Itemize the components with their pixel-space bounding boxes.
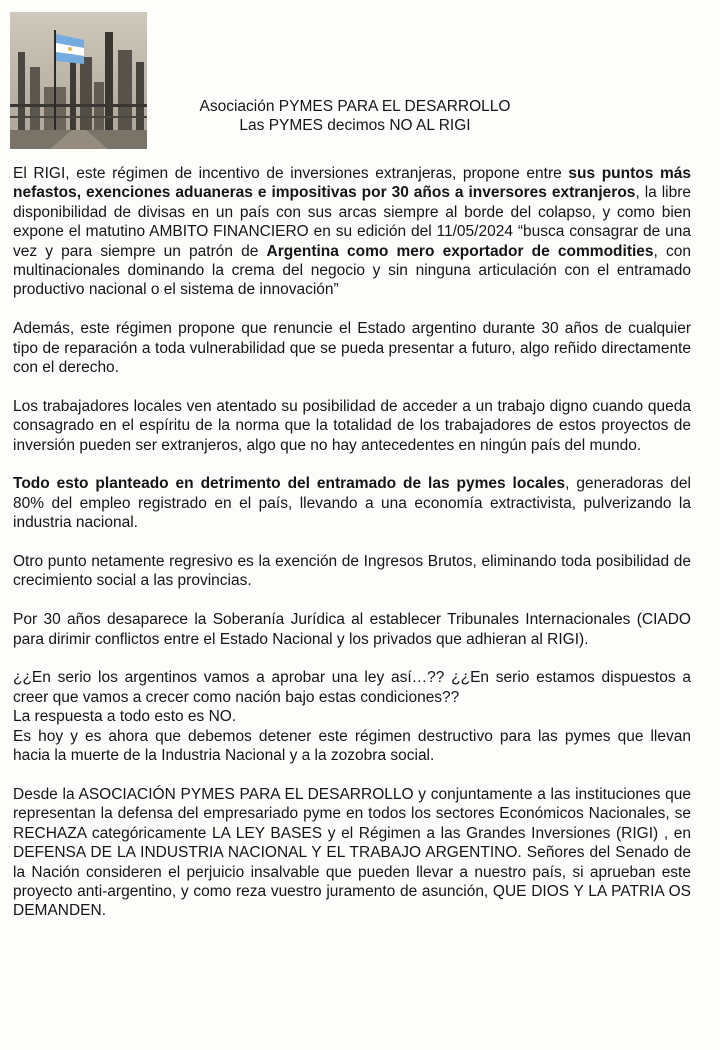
paragraph-2: Además, este régimen propone que renuncie el Estado argentino durante 30 años de cualquier tipo de reparación a toda vulnerabilidad que se pueda presentar a futuro, algo reñido directamente con el derecho. [13, 320, 691, 377]
paragraph-6: Por 30 años desaparece la Soberanía Jurídica al establecer Tribunales Internacionales (CIADO para dirimir conflictos entre el Estado Nacional y los privados que adhieran al RIGI). [13, 611, 691, 648]
paragraph-4-text: , generadoras del 80% del empleo registrado en el país, llevando a una economía extractivista, pulverizando la industria nacional. [13, 475, 691, 532]
document-body [13, 164, 691, 940]
paragraph-10: Desde la ASOCIACIÓN PYMES PARA EL DESARROLLO y conjuntamente a las instituciones que representan la defensa del empresariado pyme en todos los sectores Económicos Nacionales, se RECHAZA categóricamente LA LEY BASES y el Régimen a las Grandes Inversiones (RIGI) , en DEFENSA DE LA INDUSTRIA NACIONAL Y EL TRABAJO ARGENTINO. Señores del Senado de la Nación consideren el perjuicio insalvable que pueden llevar a nuestro país, si aprueban este proyecto anti-argentino, y como reza vuestro juramento de asunción, QUE DIOS Y LA PATRIA OS DEMANDEN. [13, 785, 691, 920]
paragraph-5: Otro punto netamente regresivo es la exención de Ingresos Brutos, eliminando toda posibilidad de crecimiento social a las provincias. [13, 553, 691, 590]
paragraph-7: ¿¿En serio los argentinos vamos a aprobar una ley así…?? ¿¿En serio estamos dispuestos a creer que vamos a crecer como nación bajo estas condiciones?? [13, 669, 691, 706]
paragraph-1-text-b: , la libre disponibilidad de divisas en un país con sus arcas siempre al borde del colapso, y como bien expone el matutino AMBITO FINANCIERO en su edición del 11/05/2024 “busca consagrar de una vez y para siempre un patrón de [13, 184, 692, 260]
paragraph-4-bold: Todo esto planteado en detrimento del entramado de las pymes locales [13, 475, 566, 493]
paragraph-8: La respuesta a todo esto es NO. [13, 708, 237, 726]
paragraph-1-text-a: El RIGI, este régimen de incentivo de inversiones extranjeras, propone entre [13, 165, 569, 182]
paragraph-1 [13, 164, 691, 300]
paragraph-3: Los trabajadores locales ven atentado su posibilidad de acceder a un trabajo digno cuando queda consagrado en el espíritu de la norma que la totalidad de los trabajadores de estos proyectos de inversión pueden ser extranjeros, algo que no hay antecedentes en ningún país del mundo. [13, 397, 691, 454]
document-subtitle: Las PYMES decimos NO AL RIGI [239, 117, 471, 134]
industrial-flag-photo [10, 12, 147, 149]
paragraph-4 [13, 474, 691, 532]
industrial-plant-with-argentina-flag-image [10, 12, 147, 149]
document-header [150, 97, 560, 135]
paragraph-1-text-c: , con multinacionales dominando la crema del negocio y sin ninguna articulación con el entramado productivo nacional o el sistema de innovación” [13, 242, 691, 299]
paragraph-1-bold-a: sus puntos más nefastos, exenciones aduaneras e impositivas por 30 años a inversores extranjeros [13, 165, 691, 202]
paragraph-1-bold-b: Argentina como mero exportador de commodities [266, 242, 654, 260]
association-title: Asociación PYMES PARA EL DESARROLLO [199, 98, 511, 115]
paragraph-9: Es hoy y es ahora que debemos detener este régimen destructivo para las pymes que llevan hacia la muerte de la Industria Nacional y a la zozobra social. [13, 727, 691, 765]
